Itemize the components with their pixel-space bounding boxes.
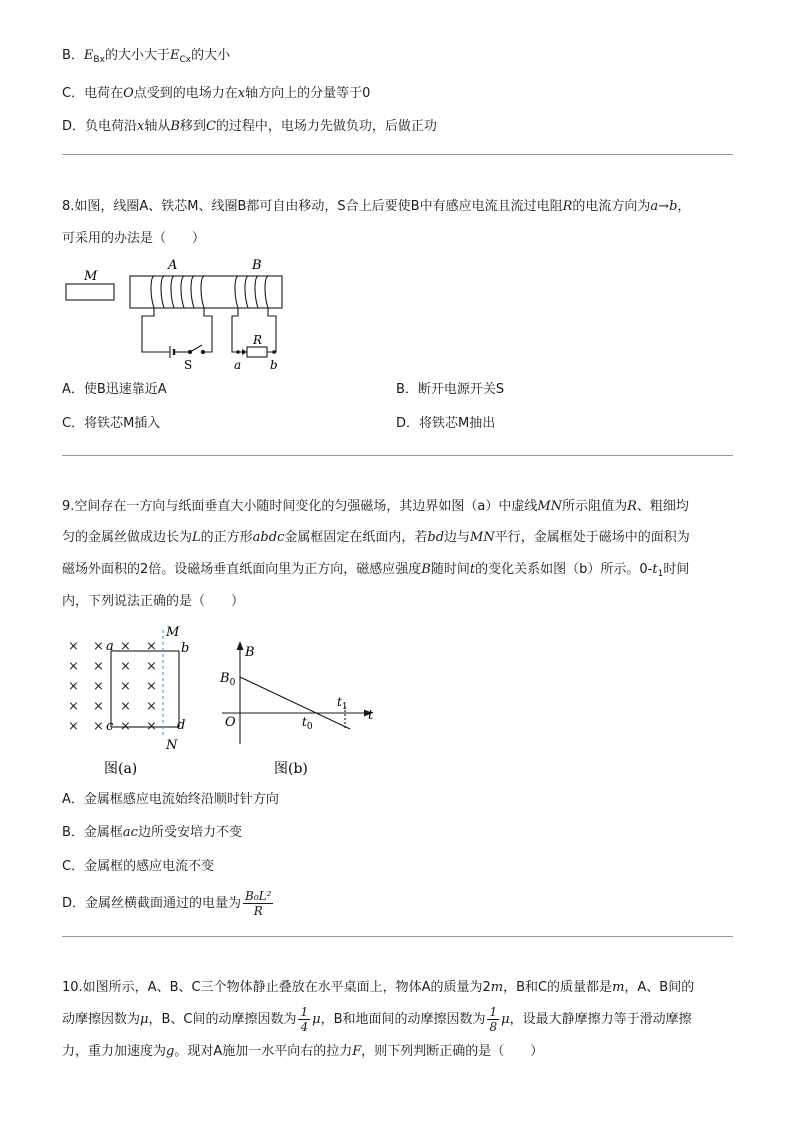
svg-text:×: × [93,679,104,694]
switch-s [190,345,202,352]
label-m: M [166,625,180,640]
fraction-one-quarter: $\frac{1}{4}$ [300,1005,309,1034]
svg-text:×: × [146,659,157,674]
label-a: a [106,639,114,654]
q8-option-b: B．断开电源开关S [396,382,505,397]
svg-text:×: × [120,659,131,674]
q8-option-a: A．使B迅速靠近A [62,382,167,397]
separator [62,936,733,937]
label-a-terminal: a [234,358,242,372]
label-n: N [166,738,178,753]
label-b: B [252,258,262,273]
q8-coil-circuit-figure [62,256,292,374]
q9-stem-line2: 匀的金属丝做成边长为L的正方形abdc金属框固定在纸面内，若bd边与MN平行，金属框处于磁场中的面积为 [62,530,690,545]
q7-option-d: D．负电荷沿x轴从B移到C的过程中，电场力先做负功，后做正功 [62,119,437,134]
label-t: t [368,708,374,723]
q8-stem-line2: 可采用的办法是（ ） [62,231,206,246]
label-t1: $t_1$ [337,695,348,712]
label-b: b [181,641,190,656]
svg-text:×: × [146,699,157,714]
q9-figure-a [62,620,202,780]
circuit-a-left-wire [142,308,170,352]
label-c: c [106,719,114,734]
q10-stem-line2: 动摩擦因数为μ，B、C间的动摩擦因数为 $\frac{1}{4}$ μ，B和地面间的动摩擦因数为 $\frac{1}{8}$ μ，设最大静摩擦力等于滑动摩擦 [62,1005,692,1034]
resistor-r [247,347,267,357]
separator [62,154,733,155]
svg-text:×: × [93,639,104,654]
q7-option-b: B．$E_{Bx}$的大小大于$E_{Cx}$的大小 [62,48,231,65]
label-b0: $B_0$ [220,671,236,688]
q8-option-c: C．将铁芯M插入 [62,416,161,431]
svg-text:×: × [120,639,131,654]
iron-core-m [66,284,114,300]
q8-stem-line1: 8.如图，线圈A、铁芯M、线圈B都可自由移动，S合上后要使B中有感应电流且流过电阻R的电流方向为a→b， [62,199,691,214]
q10-stem-line1: 10.如图所示，A、B、C三个物体静止叠放在水平桌面上，物体A的质量为2m，B和C的质量都是m，A、B间的 [62,980,695,995]
coil-a-windings [151,276,204,308]
q10-stem-line3: 力，重力加速度为g。现对A施加一水平向右的拉力F，则下列判断正确的是（ ） [62,1044,544,1059]
svg-text:×: × [68,719,79,734]
q9-option-d: D．金属丝横截面通过的电量为 $\frac{\text{B₀L²}}{R}$ [62,889,272,918]
q9-option-b: B．金属框ac边所受安培力不变 [62,825,242,840]
separator [62,455,733,456]
label-m: M [84,269,98,284]
circuit-a-right-wire [203,308,212,352]
circuit-b-left-wire [232,308,245,352]
svg-text:×: × [146,639,157,654]
coil-b-windings [235,276,268,308]
charge-fraction: $\frac{\text{B₀L²}}{R}$ [245,889,272,918]
svg-text:×: × [146,679,157,694]
q9-stem-line3: 磁场外面积的2倍。设磁场垂直纸面向里为正方向，磁感应强度B随时间t的变化关系如图（b）所示。$0-t_1$时间 [62,562,690,579]
q9-stem-line1: 9.空间存在一方向与纸面垂直大小随时间变化的匀强磁场，其边界如图（a）中虚线MN所示阻值为R、粗细均 [62,499,689,514]
caption-b: 图(b) [274,761,308,777]
label-b: B [245,645,255,660]
label-b-terminal: b [270,358,278,372]
svg-text:×: × [68,639,79,654]
fraction-one-eighth: $\frac{1}{8}$ [489,1005,498,1034]
q9-option-c: C．金属框的感应电流不变 [62,859,215,874]
svg-text:×: × [68,659,79,674]
b-t-line [240,677,350,729]
label-d: d [177,718,186,733]
svg-text:×: × [68,679,79,694]
svg-text:×: × [68,699,79,714]
svg-text:×: × [93,699,104,714]
label-origin: O [225,715,236,730]
svg-text:×: × [120,719,131,734]
q8-option-d: D．将铁芯M抽出 [396,416,496,431]
q9-option-a: A．金属框感应电流始终沿顺时针方向 [62,792,279,807]
q9-stem-line4: 内，下列说法正确的是（ ） [62,594,245,609]
svg-text:×: × [146,719,157,734]
caption-a: 图(a) [104,761,138,777]
svg-text:×: × [120,699,131,714]
circuit-b-right-wire [267,308,276,352]
svg-text:×: × [93,659,104,674]
label-s: S [184,358,193,372]
svg-text:×: × [120,679,131,694]
label-r: R [253,333,263,347]
q9-figure-b [218,640,382,780]
label-a: A [168,258,178,273]
svg-text:×: × [93,719,104,734]
q7-option-c: C．电荷在O点受到的电场力在x轴方向上的分量等于0 [62,86,371,101]
label-t0: $t_0$ [302,715,313,732]
